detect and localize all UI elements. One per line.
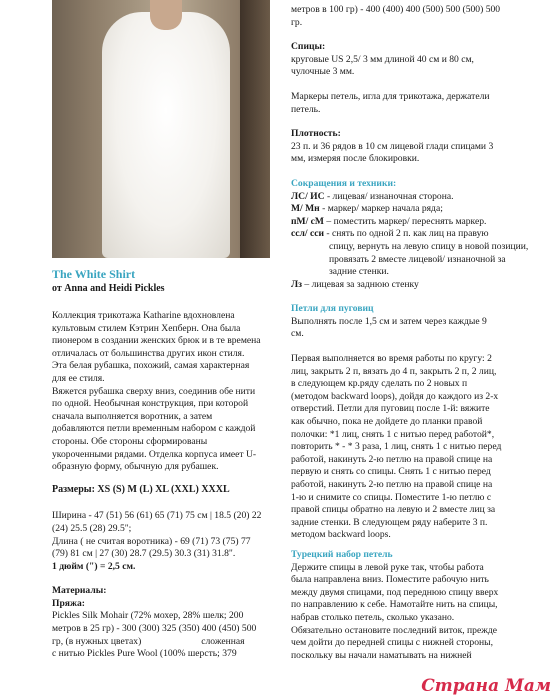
abbr-text: - снять по одной 2 п. как лиц на правую	[324, 228, 489, 240]
cast-on-line: Держите спицы в левой руке так, чтобы работа	[291, 561, 484, 573]
cast-on-heading: Турецкий набор петель	[291, 548, 393, 560]
buttonhole-intro-line: Выполнять после 1,5 см и затем через каждые 9	[291, 315, 487, 327]
intro-line: образную форму, обычную для рубашек.	[52, 461, 219, 473]
cast-on-line: чем дойти до передней спицы с нижней стороны,	[291, 637, 493, 649]
right-column	[291, 4, 531, 662]
notions-line: Маркеры петель, игла для трикотажа, держатели	[291, 90, 490, 102]
abbr-row	[291, 266, 531, 279]
abbr-text: – поместить маркер/ переснять маркер.	[323, 215, 487, 227]
buttonhole-line: полочки: *1 лиц, снять 1 с нитью перед работой*,	[291, 428, 495, 440]
yarn-line: метров в 25 гр) - 300 (300) 325 (350) 400 (450) 500	[52, 623, 257, 635]
buttonhole-line: отверстий. Петли для пуговиц после 1-й: вяжите	[291, 403, 490, 415]
cast-on-line: набрав столько петель, сколько указано.	[291, 611, 455, 623]
abbr-text: спицу, вернуть на левую спицу в новой позиции,	[329, 240, 529, 252]
abbr-text: – лицевая за заднюю стенку	[302, 278, 419, 290]
measure-line: Ширина - 47 (51) 56 (61) 65 (71) 75 см | 18.5 (20) 22	[52, 510, 262, 522]
notions-line: петель.	[291, 103, 321, 115]
intro-line: укороченными рядами. Отделка корпуса имеет U-	[52, 448, 257, 460]
cast-on-line: была направлена вниз. Поместите рабочую нить	[291, 574, 489, 586]
intro-line: Эта белая рубашка, похожий, самая характерная	[52, 360, 250, 372]
abbr-key: Лз	[291, 278, 303, 290]
photo-shirt	[102, 12, 230, 258]
yarn-heading: Пряжа:	[52, 597, 85, 609]
gauge-heading: Плотность:	[291, 128, 341, 140]
sizes-line: Размеры: XS (S) M (L) XL (XXL) XXXL	[52, 483, 230, 495]
buttonhole-line: повторить * - * 3 раза, 1 лиц, снять 1 с нитью перед	[291, 441, 502, 453]
measure-line: (79) 81 см | 27 (30) 28.7 (29.5) 30.3 (31) 31.8".	[52, 548, 236, 560]
gauge-line: 23 п. и 36 рядов в 10 см лицевой глади спицами 3	[291, 140, 494, 152]
abbr-row	[291, 241, 531, 254]
needles-heading: Спицы:	[291, 41, 326, 53]
site-watermark: Страна Мам	[421, 676, 551, 696]
intro-line: Вяжется рубашка сверху вниз, соединив обе нити	[52, 385, 256, 397]
buttonhole-line: как обычно, пока не дойдете до планки правой	[291, 416, 483, 428]
buttonhole-line: в следующем кр.ряду сделать по 2 новых п	[291, 378, 468, 390]
abbr-list	[291, 191, 531, 292]
cast-on-line: между двумя спицами, под переднюю спицу вверх	[291, 586, 499, 598]
intro-line: для ее стиля.	[52, 372, 105, 384]
photo-neck	[150, 0, 182, 30]
cast-on-line: по направлению к себе. Намотайте нить на спицы,	[291, 599, 498, 611]
intro-line: сначала выполняется воротник, а затем	[52, 410, 213, 422]
buttonhole-intro-line: см.	[291, 328, 304, 340]
yarn-cont-line: гр.	[291, 16, 303, 28]
yarn-text	[52, 610, 278, 660]
abbr-text: задние стенки.	[329, 266, 389, 278]
intro-line: Коллекция трикотажа Katharine вдохновлена	[52, 310, 235, 321]
abbr-key: М/ Мн	[291, 203, 320, 215]
measure-line: (24) 25.5 (28) 29.5";	[52, 522, 132, 534]
intro-line: культовым стилем Кэтрин Хепберн. Она была	[52, 322, 241, 334]
gauge-line: мм, измеряя после блокировки.	[291, 153, 420, 165]
abbr-key: пМ/ сМ	[291, 215, 324, 227]
needles-line: круговые US 2,5/ 3 мм длиной 40 см и 80 см,	[291, 53, 474, 65]
buttonhole-line: 1-ю и снимите со спицы. Поместите 1-ю петлю с	[291, 491, 492, 503]
yarn-line: гр, (в нужных цветах) сложенная	[52, 635, 245, 647]
intro-line: добавляются петли временным набором с каждой	[52, 423, 256, 435]
intro-line: отличалась от большинства других икон стиля.	[52, 347, 245, 359]
cast-on-line: поскольку вы начали наматывать на нижней	[291, 649, 472, 661]
buttonhole-line: работой, накинуть 2-ю петлю на правой спице на	[291, 479, 493, 490]
needles-line: чулочные 3 мм.	[291, 66, 355, 78]
buttonhole-heading: Петли для пуговиц	[291, 303, 374, 315]
abbr-key: ЛС/ ИС	[291, 190, 325, 202]
abbr-text: провязать 2 вместе лицевой/ изнаночной за	[329, 253, 506, 265]
materials-heading: Материалы:	[52, 585, 107, 597]
abbr-row	[291, 228, 531, 241]
cast-on-line: Обязательно остановите последний виток, прежде	[291, 624, 498, 636]
abbr-text: - маркер/ маркер начала ряда;	[319, 203, 443, 215]
buttonhole-line: лиц, закрыть 2 п, вязать до 4 п, закрыть 2 п, 2 лиц,	[291, 365, 497, 377]
inch-conversion: 1 дюйм (") = 2,5 см.	[52, 560, 136, 572]
cast-on-text	[291, 562, 531, 663]
buttonhole-line: (методом backward loops), дойдя до каждого из 2-х	[291, 390, 499, 402]
shirt-photo	[52, 0, 270, 258]
measure-line: Длина ( не считая воротника) - 69 (71) 73 (75) 77	[52, 535, 251, 547]
buttonhole-body	[291, 353, 531, 542]
left-column	[52, 266, 278, 661]
pattern-authors: от Anna and Heidi Pickles	[52, 283, 165, 294]
measurements	[52, 510, 278, 573]
yarn-cont-line: метров в 100 гр) - 400 (400) 400 (500) 500 (500) 500	[291, 4, 501, 15]
buttonhole-line: методом backward loops.	[291, 529, 391, 541]
abbr-text: - лицевая/ изнаночная сторона.	[324, 190, 454, 202]
abbr-row	[291, 203, 531, 216]
buttonhole-line: первую и снять со спицы. Снять 1 с нитью перед	[291, 466, 491, 478]
yarn-line: с нитью Pickles Pure Wool (100% шерсть; 379	[52, 648, 237, 660]
yarn-line: Pickles Silk Mohair (72% мохер, 28% шелк; 200	[52, 610, 244, 622]
intro-text	[52, 310, 278, 474]
abbr-key: ссл/ сси	[291, 228, 325, 240]
pattern-title: The White Shirt	[52, 267, 136, 281]
buttonhole-line: задние стенки. В следующем ряду наберите 3 п.	[291, 516, 488, 528]
buttonhole-line: работой, накинуть 2-ю петлю на правой спице на	[291, 453, 493, 465]
intro-line: пионером в создании женских брюк и в те времена	[52, 335, 261, 347]
buttonhole-line: Первая выполняется во время работы по кругу: 2	[291, 353, 492, 365]
abbr-row	[291, 191, 531, 204]
abbr-row	[291, 216, 531, 229]
intro-line: по одной. Необычная конструкция, при которой	[52, 398, 249, 410]
photo-door	[240, 0, 270, 258]
intro-line: стороны. Обе стороны сформированы	[52, 435, 208, 447]
abbr-row	[291, 254, 531, 267]
abbr-heading: Сокращения и техники:	[291, 177, 397, 189]
abbr-row	[291, 279, 531, 292]
buttonhole-line: правой спицы обратно на левую и 2 вместе лиц за	[291, 504, 496, 516]
